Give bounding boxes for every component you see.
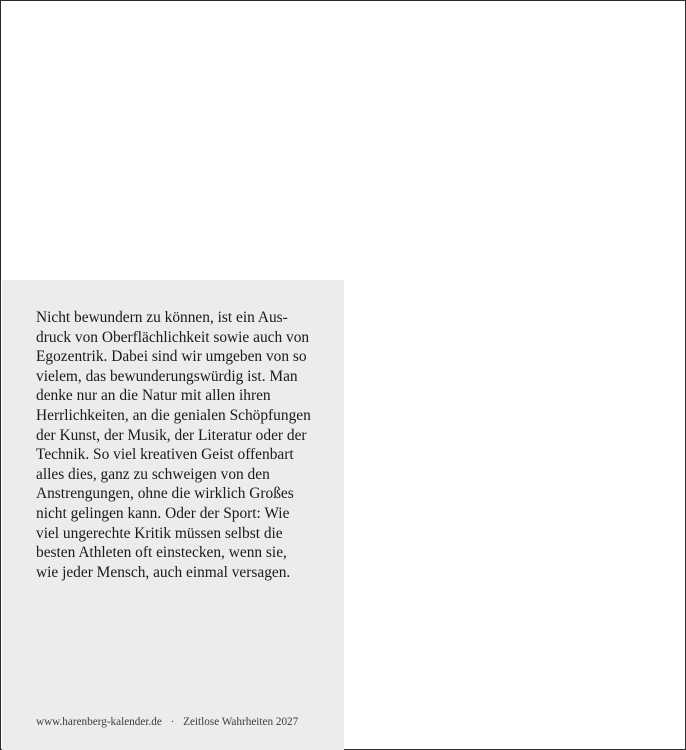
body-line: Anstrengungen, ohne die wirklich Großes	[36, 485, 294, 503]
body-line: der Kunst, der Musik, der Literatur oder der	[36, 426, 307, 444]
body-line: besten Athleten oft einstecken, wenn sie,	[36, 544, 287, 562]
body-line: viel ungerechte Kritik müssen selbst die	[36, 524, 283, 542]
body-line: vielem, das bewunderungswürdig ist. Man	[36, 367, 298, 385]
body-line: Egozentrik. Dabei sind wir umgeben von so	[36, 348, 307, 366]
page-footer	[36, 716, 298, 728]
body-line: wie jeder Mensch, auch einmal versagen.	[36, 563, 291, 581]
body-line: alles dies, ganz zu schweigen von den	[36, 465, 270, 483]
footer-publication: Zeitlose Wahrheiten 2027	[183, 716, 299, 728]
body-line: Technik. So viel kreativen Geist offenbart	[36, 446, 294, 464]
body-line: Herrlichkeiten, an die genialen Schöpfungen	[36, 406, 311, 424]
footer-website: www.harenberg-kalender.de	[36, 716, 162, 728]
body-line: denke nur an die Natur mit allen ihren	[36, 387, 271, 405]
footer-separator: ·	[170, 716, 175, 728]
body-line: nicht gelingen kann. Oder der Sport: Wie	[36, 504, 290, 522]
text-panel	[2, 280, 344, 750]
body-text	[36, 308, 326, 582]
body-line: druck von Oberflächlichkeit sowie auch von	[36, 328, 310, 346]
body-line: Nicht bewundern zu können, ist ein Aus-	[36, 309, 288, 326]
